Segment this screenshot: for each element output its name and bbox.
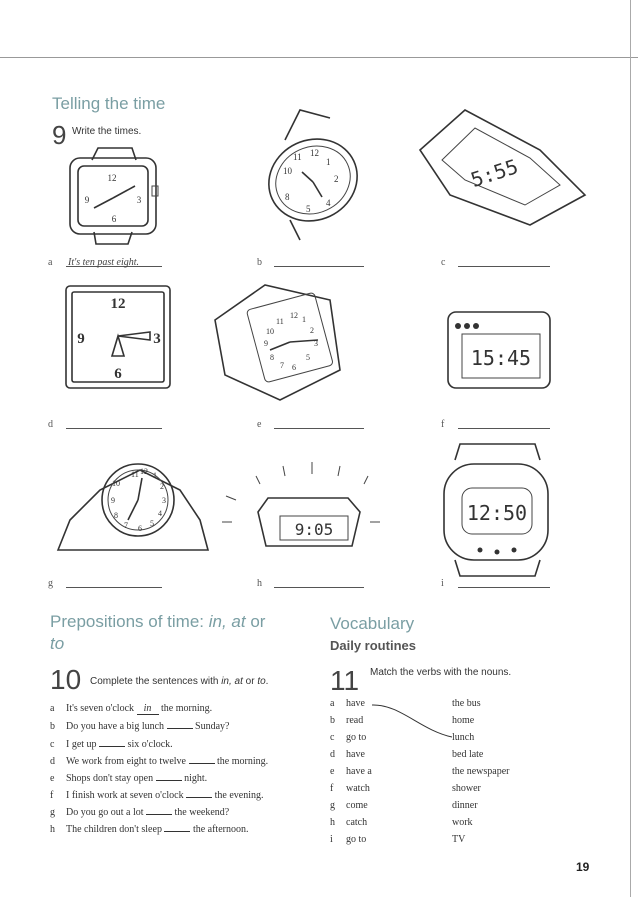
prepositions-title-line2: to	[50, 634, 65, 653]
ex10-instr-to: to	[257, 676, 266, 687]
ex11-verb-e-letter: e	[330, 766, 335, 777]
clock-d-label-6: 6	[114, 366, 122, 382]
clock-f-display: 15:45	[470, 346, 532, 370]
ex10-item-a-after: the morning.	[161, 703, 213, 714]
clock-g-label-9: 9	[111, 496, 115, 505]
item-9b-answer-line[interactable]	[274, 256, 364, 267]
section-title-prepositions	[50, 612, 265, 632]
ex11-verb-b-text: read	[346, 715, 364, 726]
ex10-item-c-after: six o'clock.	[127, 739, 173, 750]
ex11-verb-e	[330, 766, 372, 777]
clock-d-wall-clock	[66, 286, 170, 388]
ex11-verb-f-letter: f	[330, 783, 334, 794]
exercise-11-instruction: Match the verbs with the nouns.	[370, 667, 512, 678]
ex10-item-h-blank[interactable]	[164, 823, 190, 832]
clock-c-display: 5:55	[467, 154, 521, 192]
ex10-instr-or: or	[242, 676, 258, 687]
ex10-item-g	[50, 806, 229, 818]
item-9f-answer-line[interactable]	[458, 418, 550, 429]
item-9a-answer: It's ten past eight.	[68, 257, 140, 268]
ex10-item-c-blank[interactable]	[99, 738, 125, 747]
prepositions-title-italic: in, at	[208, 612, 246, 631]
clock-g-label-5: 5	[150, 519, 154, 528]
clock-g-label-3: 3	[162, 496, 166, 505]
ex10-item-d-before: We work from eight to twelve	[66, 756, 186, 767]
ex11-verb-g	[330, 800, 368, 811]
clock-e-label-6: 6	[292, 363, 296, 372]
ex10-item-b-blank[interactable]	[167, 720, 193, 729]
ex10-item-h	[50, 823, 248, 835]
ex11-verb-a-letter: a	[330, 698, 335, 709]
ex10-item-d	[50, 755, 268, 767]
clock-e-label-7: 7	[280, 361, 284, 370]
ex10-item-e	[50, 772, 207, 784]
prepositions-title-prefix: Prepositions of time:	[50, 612, 209, 631]
ex11-noun-2[interactable]: home	[452, 715, 475, 726]
ex10-item-e-letter: e	[50, 773, 55, 784]
ex11-noun-3[interactable]: lunch	[452, 732, 475, 743]
ex10-instr-words: in, at	[221, 676, 243, 687]
ex10-item-h-letter: h	[50, 824, 55, 835]
clock-h-bedside-alarm	[222, 462, 380, 546]
clock-b-label-8: 8	[285, 192, 290, 202]
ex11-verb-c	[330, 732, 366, 743]
clock-a-label-6: 6	[111, 214, 117, 224]
ex10-item-g-before: Do you go out a lot	[66, 807, 144, 818]
ex11-noun-6[interactable]: shower	[452, 783, 481, 794]
item-9b-letter: b	[257, 257, 262, 268]
clock-b-label-12: 12	[310, 148, 319, 158]
item-9d-letter: d	[48, 419, 53, 430]
clock-e-label-8: 8	[270, 353, 274, 362]
item-9g-letter: g	[48, 578, 53, 589]
ex11-verb-c-letter: c	[330, 732, 335, 743]
ex10-item-f	[50, 789, 263, 801]
clock-g-label-12: 12	[140, 467, 148, 476]
item-9g-answer-line[interactable]	[66, 577, 162, 588]
ex10-item-b-before: Do you have a big lunch	[66, 721, 165, 732]
ex11-verb-h-text: catch	[346, 817, 368, 828]
ex10-item-e-after: night.	[184, 773, 208, 784]
item-9e-answer-line[interactable]	[274, 418, 364, 429]
clock-e-label-11: 11	[276, 317, 284, 326]
clock-e-label-9: 9	[264, 339, 268, 348]
ex11-verb-f-text: watch	[346, 783, 370, 794]
ex11-verb-a	[330, 698, 365, 709]
clock-e-rect-watch	[215, 285, 340, 400]
ex11-verb-f	[330, 783, 370, 794]
ex11-verb-d-text: have	[346, 749, 365, 760]
clock-b-label-4: 4	[326, 198, 331, 208]
ex10-item-e-blank[interactable]	[156, 772, 182, 781]
page-number: 19	[576, 860, 590, 874]
item-9i-letter: i	[441, 578, 444, 589]
clock-g-label-8: 8	[114, 511, 118, 520]
exercise-number-10: 10	[50, 664, 82, 695]
ex10-item-c	[50, 738, 173, 750]
clock-g-label-10: 10	[112, 479, 120, 488]
ex11-verb-i	[330, 834, 366, 845]
ex11-noun-5[interactable]: the newspaper	[452, 766, 510, 777]
clock-b-round-watch	[255, 110, 370, 240]
ex11-noun-9[interactable]: TV	[452, 834, 466, 845]
ex10-item-a-before: It's seven o'clock	[66, 703, 135, 714]
ex11-verb-c-text: go to	[346, 732, 367, 743]
ex10-item-b-letter: b	[50, 721, 55, 732]
ex11-verb-d	[330, 749, 365, 760]
ex11-verb-i-text: go to	[346, 834, 367, 845]
item-9i-answer-line[interactable]	[458, 577, 550, 588]
clock-e-label-1: 1	[302, 315, 306, 324]
exercise-number-9: 9	[52, 120, 67, 150]
ex10-item-f-letter: f	[50, 790, 54, 801]
clock-b-label-10: 10	[283, 166, 292, 176]
ex10-item-h-before: The children don't sleep	[66, 824, 162, 835]
ex10-item-e-before: Shops don't stay open	[66, 773, 154, 784]
clock-a-wristwatch	[70, 148, 158, 244]
ex10-item-b	[50, 720, 230, 732]
ex11-noun-7[interactable]: dinner	[452, 800, 478, 811]
ex10-instr-end: .	[265, 676, 269, 687]
clock-b-label-2: 2	[334, 174, 339, 184]
ex11-noun-4[interactable]: bed late	[452, 749, 484, 760]
clock-e-label-10: 10	[266, 327, 274, 336]
clock-g-label-7: 7	[124, 521, 128, 530]
clock-c-digital-watch	[420, 110, 585, 225]
ex11-verb-b-letter: b	[330, 715, 335, 726]
section-title-vocabulary: Vocabulary	[330, 614, 415, 633]
item-9h-answer-line[interactable]	[274, 577, 364, 588]
clock-b-label-11: 11	[293, 152, 302, 162]
ex10-item-a-letter: a	[50, 703, 55, 714]
clock-e-label-2: 2	[310, 326, 314, 335]
ex10-item-d-after: the morning.	[217, 756, 269, 767]
clock-i-sports-watch	[444, 444, 548, 576]
ex11-noun-8[interactable]: work	[452, 817, 473, 828]
ex10-item-g-blank[interactable]	[146, 806, 172, 815]
ex10-item-c-letter: c	[50, 739, 55, 750]
ex11-verb-h-letter: h	[330, 817, 335, 828]
vocabulary-subtitle: Daily routines	[330, 638, 416, 653]
item-9c-letter: c	[441, 257, 446, 268]
ex10-instr-prefix: Complete the sentences with	[90, 676, 222, 687]
clock-g-label-6: 6	[138, 524, 142, 533]
item-9a-letter: a	[48, 257, 53, 268]
section-title-telling-time: Telling the time	[52, 94, 166, 113]
clock-a-label-12: 12	[107, 173, 117, 183]
clock-e-label-12: 12	[290, 311, 298, 320]
ex10-item-d-blank[interactable]	[189, 755, 215, 764]
ex11-match-line	[370, 700, 460, 745]
clock-d-label-12: 12	[110, 296, 126, 312]
clock-e-label-5: 5	[306, 353, 310, 362]
ex11-noun-1[interactable]: the bus	[452, 698, 481, 709]
item-9e-letter: e	[257, 419, 262, 430]
clock-g-mantel-clock	[58, 464, 208, 550]
clock-a-label-9: 9	[84, 195, 90, 205]
clock-b-label-1: 1	[326, 157, 331, 167]
clock-i-display: 12:50	[466, 501, 528, 525]
ex10-item-b-after: Sunday?	[195, 721, 230, 732]
item-9f-letter: f	[441, 419, 445, 430]
ex10-item-f-before: I finish work at seven o'clock	[66, 790, 184, 801]
item-9d-answer-line[interactable]	[66, 418, 162, 429]
clock-f-digital-box	[448, 312, 550, 388]
clock-h-display: 9:05	[294, 520, 334, 539]
clock-g-label-1: 1	[153, 471, 157, 480]
ex11-verb-h	[330, 817, 367, 828]
ex10-item-h-after: the afternoon.	[192, 824, 249, 835]
prepositions-title-or: or	[245, 612, 266, 631]
clock-d-label-9: 9	[77, 331, 85, 347]
clock-b-label-5: 5	[306, 204, 311, 214]
ex10-item-a	[50, 703, 212, 715]
ex11-verb-b	[330, 715, 363, 726]
item-9a-answer-line[interactable]	[66, 256, 162, 267]
ex10-item-f-after: the evening.	[214, 790, 264, 801]
ex11-verb-e-text: have a	[346, 766, 372, 777]
clock-g-label-2: 2	[160, 482, 164, 491]
ex10-item-a-answer[interactable]: in	[137, 703, 159, 715]
clock-g-label-4: 4	[158, 509, 162, 518]
clock-d-label-3: 3	[153, 331, 161, 347]
clock-a-label-3: 3	[136, 195, 142, 205]
ex10-item-g-letter: g	[50, 807, 55, 818]
ex11-verb-a-text: have	[346, 698, 365, 709]
ex11-verb-g-letter: g	[330, 800, 335, 811]
ex11-verb-d-letter: d	[330, 749, 335, 760]
ex10-item-c-before: I get up	[66, 739, 97, 750]
exercise-9-instruction: Write the times.	[72, 126, 142, 137]
clock-g-label-11: 11	[131, 470, 139, 479]
item-9c-answer-line[interactable]	[458, 256, 550, 267]
clock-e-label-3: 3	[314, 339, 318, 348]
item-9h-letter: h	[257, 578, 262, 589]
ex10-item-f-blank[interactable]	[186, 789, 212, 798]
ex11-verb-i-letter: i	[330, 834, 333, 845]
ex11-verb-g-text: come	[346, 800, 368, 811]
exercise-number-11: 11	[330, 665, 360, 696]
exercise-10-instruction	[90, 676, 268, 687]
ex10-item-d-letter: d	[50, 756, 55, 767]
ex10-item-g-after: the weekend?	[174, 807, 230, 818]
